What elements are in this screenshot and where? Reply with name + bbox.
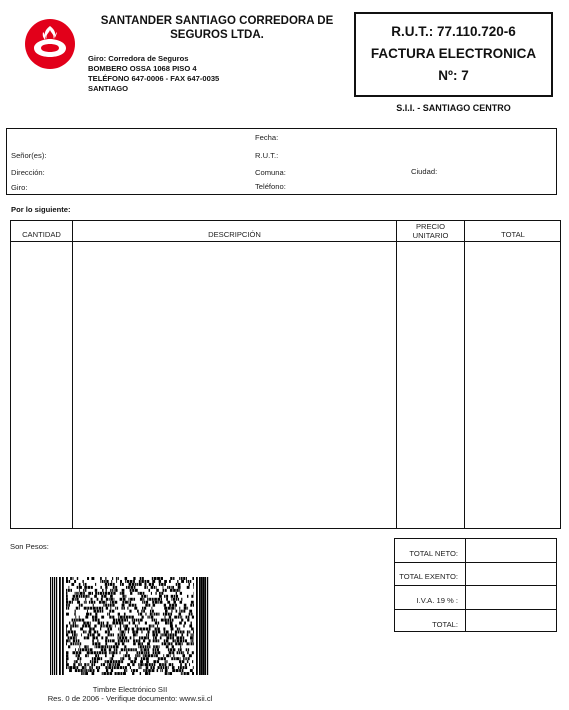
senores-label: Señor(es): — [11, 151, 47, 160]
issuer-phones: TELÉFONO 647-0006 - FAX 647-0035 — [88, 74, 220, 83]
fecha-label: Fecha: — [255, 133, 279, 142]
son-pesos-label: Son Pesos: — [10, 542, 49, 551]
por-lo-siguiente: Por lo siguiente: — [11, 205, 71, 214]
col-cantidad: CANTIDAD — [22, 230, 61, 239]
iva-label: I.V.A. 19 % : — [416, 595, 458, 605]
direccion-label: Dirección: — [11, 168, 45, 177]
total-exento-row — [395, 563, 556, 587]
document-type: FACTURA ELECTRONICA — [370, 46, 537, 61]
rut-label: R.U.T.: — [255, 151, 279, 160]
comuna-label: Comuna: — [255, 168, 286, 177]
total-neto-label: TOTAL NETO: — [409, 548, 458, 558]
issuer-city: SANTIAGO — [88, 84, 129, 93]
total-neto-row — [395, 539, 556, 563]
column-divider — [464, 221, 465, 528]
sii-office: S.I.I. - SANTIAGO CENTRO — [396, 103, 511, 113]
santander-flame-icon — [24, 18, 76, 70]
timbre-resolution: Res. 0 de 2006 - Verifique documento: www.sii.cl — [47, 694, 213, 703]
column-divider — [72, 221, 73, 528]
total-exento-label: TOTAL EXENTO: — [399, 572, 458, 581]
telefono-label: Teléfono: — [255, 182, 286, 191]
col-total: TOTAL — [501, 230, 525, 239]
totals-box — [394, 538, 557, 632]
pdf417-barcode-icon — [50, 577, 209, 675]
issuer-giro: Giro: Corredora de Seguros — [88, 54, 189, 63]
col-precio-line1: PRECIO — [415, 222, 446, 231]
ciudad-label: Ciudad: — [411, 167, 438, 176]
iva-row — [395, 586, 556, 610]
issuer-name: SANTANDER SANTIAGO CORREDORA DE SEGUROS LTDA. — [100, 15, 334, 41]
document-id-box — [354, 12, 553, 97]
total-label: TOTAL: — [432, 620, 458, 629]
issuer-info — [88, 54, 219, 94]
document-number: Nº: 7 — [438, 68, 469, 83]
column-divider — [396, 221, 397, 528]
issuer-address: BOMBERO OSSA 1068 PISO 4 — [88, 64, 197, 73]
col-precio-line2: UNITARIO — [412, 230, 449, 240]
issuer-rut: R.U.T.: 77.110.720-6 — [391, 24, 516, 39]
col-precio-unitario — [397, 223, 464, 240]
total-row — [395, 610, 556, 634]
timbre-electronico — [30, 685, 230, 703]
timbre-title: Timbre Electrónico SII — [92, 685, 168, 694]
customer-box — [6, 128, 557, 195]
giro-label: Giro: — [11, 183, 28, 192]
items-table — [10, 220, 561, 529]
col-descripcion: DESCRIPCIÓN — [208, 230, 261, 239]
